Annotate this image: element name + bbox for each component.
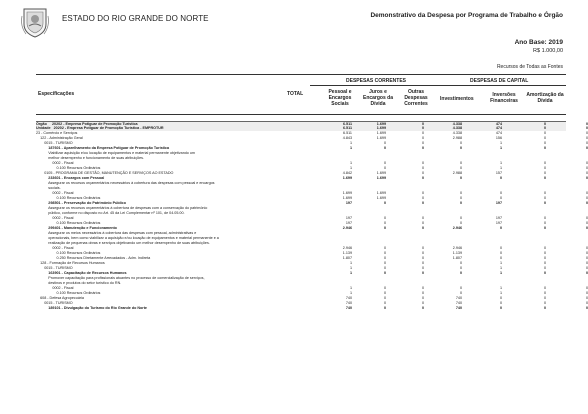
row-value: 6.511 <box>343 131 352 135</box>
row-value: 740 <box>345 296 352 300</box>
row-label: Assegurar os recursos orçamentários à cobertura de despesas com a conservação do patrimônio <box>36 206 208 210</box>
row-label: 608 - Defesa Agropecuária <box>36 296 84 300</box>
row-label: 0.250 Recursos Diretamente Arrecadados - Adm. Indireta <box>36 256 151 260</box>
total-column-header: TOTAL <box>287 91 304 97</box>
row-value: 4.843 <box>342 136 352 140</box>
row-label: Unidade 20202 - Empresa Potiguar de Promoção Turística - EMPROTUR <box>36 126 164 130</box>
row-label: 0.100 Recursos Ordinários <box>36 291 101 295</box>
interest-column-header: Juros e Encargos da Dívida <box>362 89 393 107</box>
row-value: 0 <box>421 306 424 310</box>
row-value: 0 <box>585 136 588 140</box>
row-value: 1.139 <box>452 251 462 255</box>
group-header-rule <box>310 85 566 86</box>
row-value: 0 <box>543 251 546 255</box>
row-label: operacionais, bem como viabilizar a aquisição e/ou locação de equipamentos e material permanente e a <box>36 236 219 240</box>
row-value: 0 <box>543 141 546 145</box>
row-value: 0 <box>543 191 546 195</box>
row-value: 0 <box>383 306 386 310</box>
row-label: 23 - Comércio e Serviços <box>36 131 78 135</box>
row-value: 1 <box>349 141 352 145</box>
row-value: 1.699 <box>342 196 352 200</box>
row-value: 1 <box>499 166 502 170</box>
row-value: 0 <box>421 261 424 265</box>
row-value: 0 <box>383 161 386 165</box>
row-value: 0 <box>421 221 424 225</box>
row-label: 0015 - TURISMO <box>36 141 73 145</box>
table-row <box>36 306 588 311</box>
row-value: 0 <box>585 176 588 180</box>
row-value: 0 <box>543 176 546 180</box>
row-value: 740 <box>455 306 462 310</box>
row-value: 740 <box>345 301 352 305</box>
row-value: 197 <box>345 221 352 225</box>
row-value: 0 <box>421 201 424 205</box>
row-value: 1.699 <box>376 196 386 200</box>
row-value: 0 <box>383 166 386 170</box>
row-value: 0 <box>459 291 462 295</box>
row-value: 2.946 <box>452 246 462 250</box>
row-value: 0 <box>421 216 424 220</box>
row-value: 474 <box>495 126 502 130</box>
row-value: 0 <box>499 301 502 305</box>
row-value: 1.699 <box>342 191 352 195</box>
row-value: 1 <box>499 291 502 295</box>
row-value: 0 <box>585 246 588 250</box>
row-value: 0 <box>585 221 588 225</box>
row-value: 0 <box>585 296 588 300</box>
row-label: 0105 - PROGRAMA DE GESTÃO, MANUTENÇÃO E SERVIÇOS AO ESTADO <box>36 171 174 175</box>
row-value: 0 <box>543 221 546 225</box>
row-value: 1 <box>349 261 352 265</box>
row-value: 0 <box>543 161 546 165</box>
row-value: 0 <box>585 266 588 270</box>
row-value: 0 <box>585 271 588 275</box>
row-label: 0.100 Recursos Ordinários <box>36 221 101 225</box>
row-value: 0 <box>421 251 424 255</box>
row-value: 4.338 <box>452 122 462 126</box>
row-value: 0 <box>585 126 588 130</box>
row-value: 0 <box>383 296 386 300</box>
row-value: 4.338 <box>452 126 462 130</box>
row-value: 0 <box>459 161 462 165</box>
row-label: 0002 - Fiscal <box>36 191 74 195</box>
row-label: 163901 - Capacitação de Recursos Humanos <box>36 271 127 275</box>
row-value: 0 <box>459 261 462 265</box>
row-label: Assegurar os meios necessários à cobertura das despesas com pessoal, administrativas e <box>36 231 197 235</box>
row-value: 0 <box>585 191 588 195</box>
row-value: 740 <box>455 301 462 305</box>
personnel-column-header: Pessoal e Encargos Sociais <box>328 89 352 107</box>
row-label: 0015 - TURISMO <box>36 301 73 305</box>
row-value: 1.699 <box>376 191 386 195</box>
row-value: 0 <box>499 246 502 250</box>
row-value: 0 <box>383 226 386 230</box>
row-label: destinos e produtos do setor turístico do RN. <box>36 281 122 285</box>
state-crest-logo <box>20 6 50 38</box>
row-label: realização de pequenas obras e serviços objetivando um melhor desempenho de suas atribuições. <box>36 241 210 245</box>
other-current-column-header: Outras Despesas Correntes <box>404 89 428 107</box>
row-value: 0 <box>421 271 424 275</box>
row-value: 0 <box>585 306 588 310</box>
row-label: 189101 - Divulgação do Turismo do Rio Grande do Norte <box>36 306 147 310</box>
row-value: 1 <box>499 271 502 275</box>
row-value: 0 <box>459 146 462 150</box>
investments-column-header: Investimentos <box>440 96 474 102</box>
row-value: 0 <box>421 226 424 230</box>
row-value: 0 <box>421 301 424 305</box>
row-value: 0 <box>585 122 588 126</box>
row-value: 1.699 <box>376 176 386 180</box>
row-value: 0 <box>499 191 502 195</box>
row-value: 0 <box>383 291 386 295</box>
row-value: 1.139 <box>342 251 352 255</box>
specs-column-header: Especificações <box>38 91 75 97</box>
row-value: 0 <box>543 122 546 126</box>
row-label: 0002 - Fiscal <box>36 246 74 250</box>
budget-table-body <box>36 121 588 311</box>
row-value: 0 <box>585 171 588 175</box>
unit-label: R$ 1.000,00 <box>533 48 563 54</box>
row-value: 0 <box>543 226 546 230</box>
row-value: 0 <box>543 296 546 300</box>
row-label: Assegurar os recursos orçamentários necessários à cobertura das despesas com pessoal e encargos <box>36 181 215 185</box>
row-value: 156 <box>495 136 502 140</box>
row-value: 0 <box>585 251 588 255</box>
row-value: 0 <box>585 146 588 150</box>
row-value: 0 <box>459 191 462 195</box>
row-value: 0 <box>383 201 386 205</box>
row-label: 128 - Formação de Recursos Humanos <box>36 261 105 265</box>
row-label: público, conforme no disposto no Art. 45 da Lei Complementar nº 101, de 04.05.00. <box>36 211 185 215</box>
financial-inversions-column-header: Inversões Financeiras <box>490 92 518 104</box>
row-label: sociais. <box>36 186 61 190</box>
row-value: 197 <box>345 201 352 205</box>
row-value: 0 <box>421 136 424 140</box>
row-value: 1.699 <box>376 126 386 130</box>
row-value: 1.699 <box>376 171 386 175</box>
row-value: 1 <box>349 161 352 165</box>
row-value: 0 <box>585 261 588 265</box>
row-label: 298501 - Preservação do Patrimônio Público <box>36 201 126 205</box>
row-value: 0 <box>421 291 424 295</box>
row-label: 0015 - TURISMO <box>36 266 73 270</box>
row-value: 0 <box>459 266 462 270</box>
row-value: 0 <box>383 256 386 260</box>
row-value: 1 <box>349 291 352 295</box>
row-value: 197 <box>495 201 502 205</box>
row-value: 0 <box>543 306 546 310</box>
row-value: 0 <box>585 161 588 165</box>
year-label: Ano Base: 2019 <box>514 39 563 46</box>
row-label: 0.100 Recursos Ordinários <box>36 196 101 200</box>
row-value: 0 <box>383 271 386 275</box>
row-value: 0 <box>543 201 546 205</box>
row-value: 1.807 <box>342 256 352 260</box>
debt-amortization-column-header: Amortização da Dívida <box>526 92 564 104</box>
row-value: 1 <box>499 266 502 270</box>
row-value: 6.511 <box>342 126 352 130</box>
row-value: 0 <box>543 126 546 130</box>
row-value: 197 <box>495 216 502 220</box>
row-value: 0 <box>543 246 546 250</box>
row-value: 0 <box>459 216 462 220</box>
row-value: 0 <box>499 306 502 310</box>
row-value: 474 <box>495 131 502 135</box>
row-value: 0 <box>543 136 546 140</box>
row-value: 1 <box>499 261 502 265</box>
row-value: 0 <box>421 196 424 200</box>
row-label: 0002 - Fiscal <box>36 286 74 290</box>
row-value: 0 <box>383 261 386 265</box>
row-value: 2.946 <box>342 226 352 230</box>
row-value: 1 <box>349 146 352 150</box>
row-value: 0 <box>459 196 462 200</box>
header-top-rule <box>36 74 566 75</box>
row-value: 2.946 <box>342 246 352 250</box>
row-value: 1 <box>499 161 502 165</box>
row-value: 0 <box>421 161 424 165</box>
row-value: 0 <box>585 131 588 135</box>
row-value: 1.699 <box>342 176 352 180</box>
row-value: 0 <box>459 271 462 275</box>
row-value: 0 <box>383 246 386 250</box>
row-label: 233601 - Encargos com Pessoal <box>36 176 105 180</box>
row-label: 122 - Administração Geral <box>36 136 83 140</box>
row-label: 299401 - Manutenção e Funcionamento <box>36 226 117 230</box>
row-value: 197 <box>495 221 502 225</box>
row-label: Promover capacitação para profissionais atuantes no processo de comercialização de serviços, <box>36 276 205 280</box>
row-label: 0002 - Fiscal <box>36 161 74 165</box>
row-label: 0.100 Recursos Ordinários <box>36 166 101 170</box>
row-value: 0 <box>421 246 424 250</box>
row-value: 0 <box>421 256 424 260</box>
row-value: 0 <box>383 146 386 150</box>
row-value: 0 <box>459 221 462 225</box>
row-value: 1 <box>349 286 352 290</box>
row-value: 0 <box>459 141 462 145</box>
row-value: 0 <box>459 286 462 290</box>
row-value: 0 <box>421 176 424 180</box>
row-value: 0 <box>459 166 462 170</box>
row-value: 0 <box>499 176 502 180</box>
row-value: 0 <box>585 256 588 260</box>
row-value: 0 <box>543 271 546 275</box>
report-title: Demonstrativo da Despesa por Programa de Trabalho e Órgão <box>370 12 563 19</box>
row-value: 0 <box>585 286 588 290</box>
row-value: 0 <box>421 126 424 130</box>
row-value: 0 <box>543 261 546 265</box>
row-value: 0 <box>585 216 588 220</box>
row-value: 0 <box>421 131 424 135</box>
sources-label: Recursos de Todas as Fontes <box>496 64 563 70</box>
row-value: 197 <box>345 216 352 220</box>
row-value: 0 <box>421 171 424 175</box>
row-value: 1 <box>499 146 502 150</box>
row-value: 0 <box>585 301 588 305</box>
row-value: 0 <box>383 266 386 270</box>
capital-expenses-group-header: DESPESAS DE CAPITAL <box>470 78 529 84</box>
row-value: 740 <box>455 296 462 300</box>
row-value: 0 <box>459 176 462 180</box>
row-value: 6.511 <box>342 122 352 126</box>
row-value: 1.699 <box>376 136 386 140</box>
row-value: 0 <box>383 251 386 255</box>
row-value: 0 <box>421 146 424 150</box>
row-value: 0 <box>499 296 502 300</box>
row-value: 1.699 <box>376 131 386 135</box>
row-label: 0002 - Fiscal <box>36 216 74 220</box>
row-value: 0 <box>499 251 502 255</box>
row-value: 0 <box>421 166 424 170</box>
row-value: 0 <box>543 266 546 270</box>
row-value: 0 <box>543 301 546 305</box>
row-value: 0 <box>543 171 546 175</box>
row-label: melhor desempenho e funcionamento de suas atribuições. <box>36 156 145 160</box>
row-value: 0 <box>585 201 588 205</box>
row-value: 0 <box>383 301 386 305</box>
row-value: 0 <box>543 256 546 260</box>
row-value: 1 <box>349 271 352 275</box>
row-value: 0 <box>383 216 386 220</box>
row-value: 0 <box>421 296 424 300</box>
row-value: 0 <box>459 201 462 205</box>
row-value: 1 <box>349 166 352 170</box>
row-value: 0 <box>499 226 502 230</box>
row-value: 0 <box>585 226 588 230</box>
row-value: 0 <box>421 191 424 195</box>
row-value: 0 <box>585 166 588 170</box>
row-value: 0 <box>499 196 502 200</box>
row-value: 0 <box>421 286 424 290</box>
row-value: 0 <box>543 131 546 135</box>
row-value: 0 <box>585 141 588 145</box>
row-label: 0.100 Recursos Ordinários <box>36 251 101 255</box>
row-value: 1.807 <box>452 256 462 260</box>
current-expenses-group-header: DESPESAS CORRENTES <box>346 78 407 84</box>
row-value: 2.988 <box>452 136 462 140</box>
row-value: 157 <box>495 171 502 175</box>
row-value: 1 <box>349 266 352 270</box>
row-value: 0 <box>421 122 424 126</box>
row-value: 4.338 <box>452 131 462 135</box>
header-bottom-rule <box>36 114 566 115</box>
row-value: 0 <box>585 291 588 295</box>
row-value: 4.842 <box>342 171 352 175</box>
row-value: 0 <box>543 291 546 295</box>
row-value: 0 <box>543 146 546 150</box>
row-value: 1 <box>499 141 502 145</box>
row-label: Órgão 20202 - Empresa Potiguar de Promoção Turística <box>36 122 138 126</box>
row-label: Viabilizar aquisição e/ou locação de equipamentos e material permanente objetivando um <box>36 151 195 155</box>
row-value: 0 <box>543 216 546 220</box>
row-value: 0 <box>585 196 588 200</box>
state-name: ESTADO DO RIO GRANDE DO NORTE <box>62 14 209 23</box>
row-value: 0 <box>421 266 424 270</box>
row-value: 0 <box>421 141 424 145</box>
row-value: 2.946 <box>452 226 462 230</box>
row-value: 474 <box>495 122 502 126</box>
row-value: 0 <box>383 221 386 225</box>
row-value: 0 <box>543 196 546 200</box>
row-value: 1 <box>499 286 502 290</box>
row-value: 0 <box>383 286 386 290</box>
row-value: 2.988 <box>452 171 462 175</box>
row-label: 187601 - Aparelhamento da Empresa Potiguar de Promoção Turística <box>36 146 169 150</box>
row-value: 0 <box>543 286 546 290</box>
row-value: 0 <box>383 141 386 145</box>
row-value: 1.699 <box>376 122 386 126</box>
row-value: 0 <box>543 166 546 170</box>
row-value: 740 <box>345 306 352 310</box>
row-value: 0 <box>499 256 502 260</box>
